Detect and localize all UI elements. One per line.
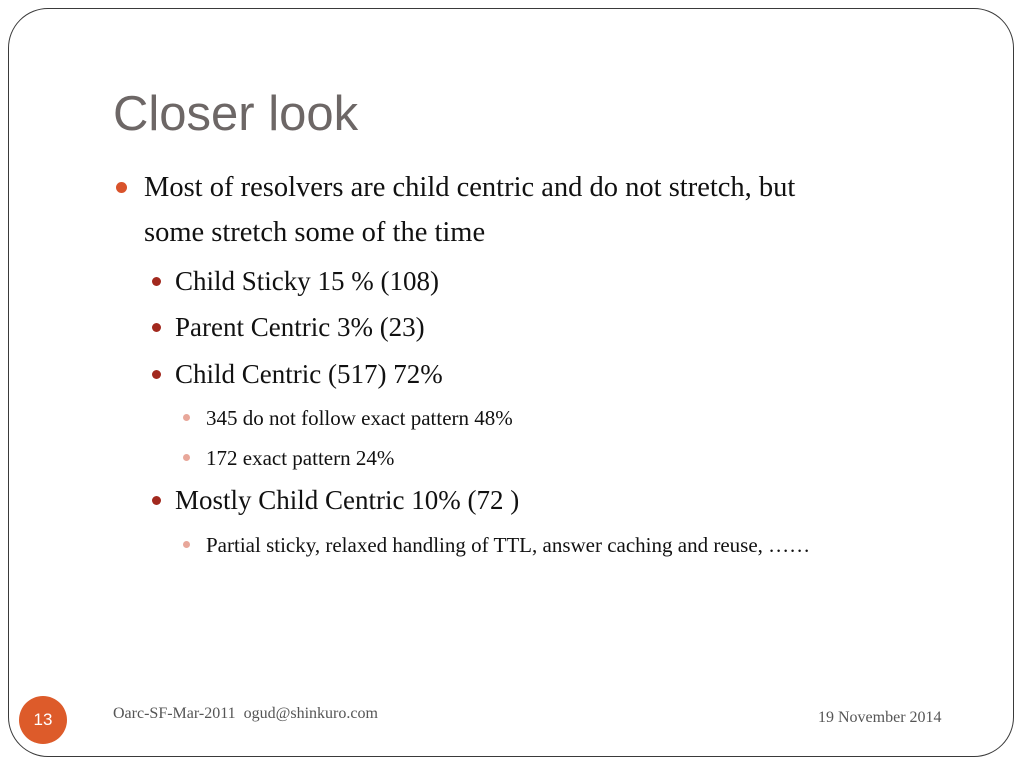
bullet-level2-icon xyxy=(152,370,161,379)
bullet-mostly-child-centric: Mostly Child Centric 10% (72 ) xyxy=(175,485,520,515)
footer-date: 19 November 2014 xyxy=(818,709,942,726)
footer-author: Oarc-SF-Mar-2011 ogud@shinkuro.com xyxy=(113,705,378,722)
bullet-level2-icon xyxy=(152,323,161,332)
bullet-partial-sticky: Partial sticky, relaxed handling of TTL, answer caching and reuse, …… xyxy=(206,533,811,557)
bullet-main-line1: Most of resolvers are child centric and do not stretch, but xyxy=(144,172,796,203)
bullet-exact-pattern: 172 exact pattern 24% xyxy=(206,446,395,470)
bullet-not-exact-pattern: 345 do not follow exact pattern 48% xyxy=(206,406,513,430)
bullet-parent-centric: Parent Centric 3% (23) xyxy=(175,312,425,342)
bullet-child-sticky: Child Sticky 15 % (108) xyxy=(175,266,439,296)
slide-number-badge: 13 xyxy=(19,696,67,744)
bullet-level3-icon xyxy=(183,414,190,421)
bullet-child-centric: Child Centric (517) 72% xyxy=(175,359,443,389)
slide-title: Closer look xyxy=(113,87,359,141)
bullet-level2-icon xyxy=(152,277,161,286)
bullet-level2-icon xyxy=(152,496,161,505)
bullet-main-line2: some stretch some of the time xyxy=(144,217,486,248)
bullet-level3-icon xyxy=(183,541,190,548)
bullet-level1-icon xyxy=(116,182,127,193)
bullet-level3-icon xyxy=(183,454,190,461)
